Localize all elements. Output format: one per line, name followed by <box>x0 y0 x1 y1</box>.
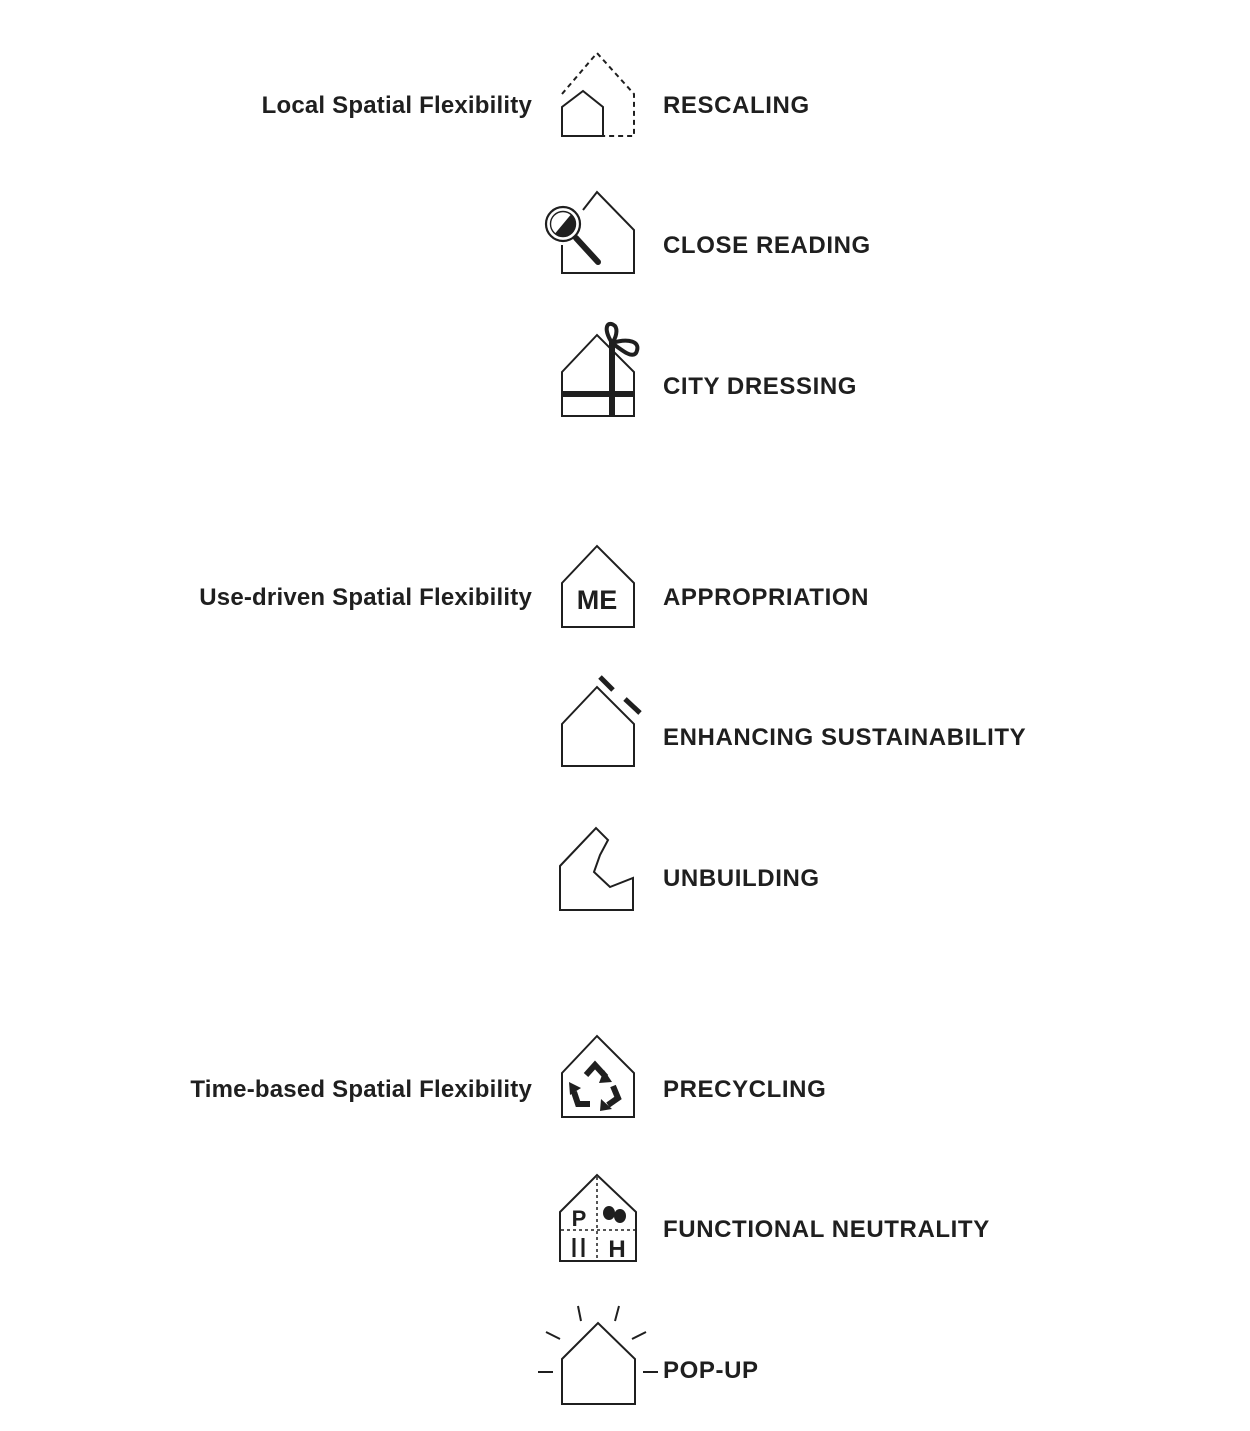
group-label-use-driven: Use-driven Spatial Flexibility <box>199 584 532 611</box>
me-text: ME <box>576 585 618 615</box>
parking-letter: P <box>571 1206 587 1231</box>
recycle-house-icon <box>562 1036 634 1117</box>
broken-house-icon <box>560 828 633 910</box>
gift-house-icon <box>562 324 637 416</box>
rescaling-house-icon <box>562 53 634 136</box>
hospital-letter: H <box>608 1236 626 1263</box>
item-label-enhancing-sustainability: ENHANCING SUSTAINABILITY <box>663 724 1027 751</box>
item-label-appropriation: APPROPRIATION <box>663 584 870 611</box>
fork-knife-icon <box>574 1238 583 1257</box>
item-label-unbuilding: UNBUILDING <box>663 865 820 892</box>
me-house-icon <box>562 546 634 627</box>
item-label-precycling: PRECYCLING <box>663 1076 827 1103</box>
group-label-local: Local Spatial Flexibility <box>261 92 532 119</box>
item-label-city-dressing: CITY DRESSING <box>663 373 858 400</box>
item-label-pop-up: POP-UP <box>663 1357 759 1384</box>
magnifier-house-icon <box>546 192 634 273</box>
group-label-time-based: Time-based Spatial Flexibility <box>190 1076 532 1103</box>
multi-function-house-icon <box>560 1175 636 1263</box>
pop-up-house-icon <box>538 1306 658 1404</box>
theatre-masks-icon <box>603 1206 626 1223</box>
item-label-rescaling: RESCALING <box>663 92 810 119</box>
item-label-close-reading: CLOSE READING <box>663 232 871 259</box>
solar-panel-house-icon <box>562 677 640 766</box>
item-label-functional-neutrality: FUNCTIONAL NEUTRALITY <box>663 1216 990 1243</box>
